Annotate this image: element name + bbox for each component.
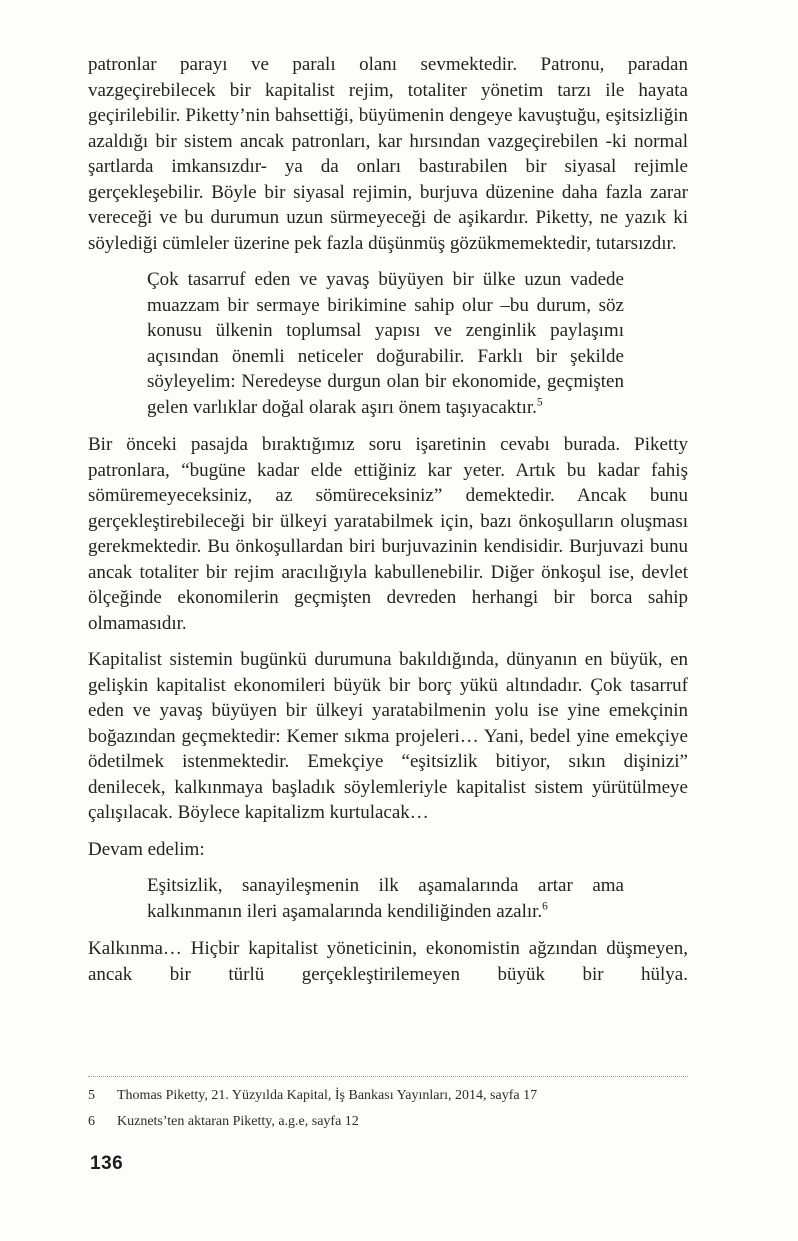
footnote-separator: [88, 1076, 688, 1077]
block-quote-piketty: [147, 267, 624, 420]
quote-text: Eşitsizlik, sanayileşmenin ilk aşamalarında artar ama kalkınmanın ileri aşamalarında kendiliğinden azalır.: [147, 875, 624, 922]
paragraph: Kapitalist sistemin bugünkü durumuna bakıldığında, dünyanın en büyük, en gelişkin kapitalist ekonomileri büyük bir borç yükü altındadır. Çok tasarruf eden ve yavaş büyüyen bir ülkeyi yaratabilmenin yolu ise yine emekçinin boğazından geçmektedir: Kemer sıkma projeleri… Yani, bedel yine emekçiye ödetilmek istenmektedir. Emekçiye “eşitsizlik bitiyor, sıkın dişinizi” denilecek, kalkınmaya başladık söylemleriyle kapitalist sistem yürütülmeye çalışılacak. Böylece kapitalizm kurtulacak…: [88, 649, 688, 823]
footnote-number: 6: [88, 1114, 95, 1129]
footnote: [88, 1083, 688, 1109]
page-number: 136: [90, 1153, 124, 1174]
block-quote-kuznets: [147, 873, 624, 924]
page-text: [88, 52, 688, 998]
paragraph-lead-in: Devam edelim:: [88, 838, 205, 860]
footnote-ref-5: 5: [536, 396, 543, 409]
footnotes-section: [88, 1076, 688, 1135]
footnote-text: Thomas Piketty, 21. Yüzyılda Kapital, İş Bankası Yayınları, 2014, sayfa 17: [117, 1088, 538, 1103]
footnote-ref-6: 6: [542, 900, 548, 913]
footnote-number: 5: [88, 1088, 95, 1103]
footnote-text: Kuznets’ten aktaran Piketty, a.g.e, sayfa 12: [117, 1114, 359, 1129]
paragraph-continuation: patronlar parayı ve paralı olanı sevmektedir. Patronu, paradan vazgeçirebilecek bir kapitalist rejim, totaliter yönetim tarzı ile hayata geçirilebilir. Piketty’nin bahsettiği, büyümenin dengeye kavuştuğu, eşitsizliğin azaldığı bir sistem ancak patronları, kar hırsından vazgeçirebilen -ki normal şartlarda imkansızdır- ya da onları bastırabilen bir siyasal rejimle gerçekleşebilir. Böyle bir siyasal rejimin, burjuva düzenine daha fazla zarar vereceği ve bu durumun uzun sürmeyeceği de aşikardır. Piketty, ne yazık ki söylediği cümleler üzerine pek fazla düşünmüş gözükmemektedir, tutarsızdır.: [88, 54, 688, 254]
quote-text: Çok tasarruf eden ve yavaş büyüyen bir ülke uzun vadede muazzam bir sermaye birikimine sahip olur –bu durum, söz konusu ülkenin toplumsal yapısı ve zenginlik paylaşımı açısından önemli neticeler doğurabilir. Farklı bir şekilde söyleyelim: Neredeyse durgun olan bir ekonomide, geçmişten gelen varlıklar doğal olarak aşırı önem taşıyacaktır.: [147, 269, 624, 418]
paragraph: Bir önceki pasajda bıraktığımız soru işaretinin cevabı burada. Piketty patronlara, “bugüne kadar elde ettiğiniz kar yeter. Artık bu kadar fahiş sömüremeyeceksiniz, az sömüreceksiniz” demektedir. Ancak bunu gerçekleştirebileceği bir ülkeyi yaratabilmek için, bazı önkoşulların oluşması gerekmektedir. Bu önkoşullardan biri burjuvazinin kendisidir. Burjuvazi bunu ancak totaliter bir rejim aracılığıyla kabullenebilir. Diğer önkoşul ise, devlet ölçeğinde ekonomilerin geçmişten devreden herhangi bir borca sahip olmamasıdır.: [88, 434, 688, 634]
footnote: [88, 1109, 688, 1135]
paragraph: Kalkınma… Hiçbir kapitalist yöneticinin, ekonomistin ağzından düşmeyen, ancak bir türlü gerçekleştirilemeyen büyük bir hülya.: [88, 938, 688, 985]
